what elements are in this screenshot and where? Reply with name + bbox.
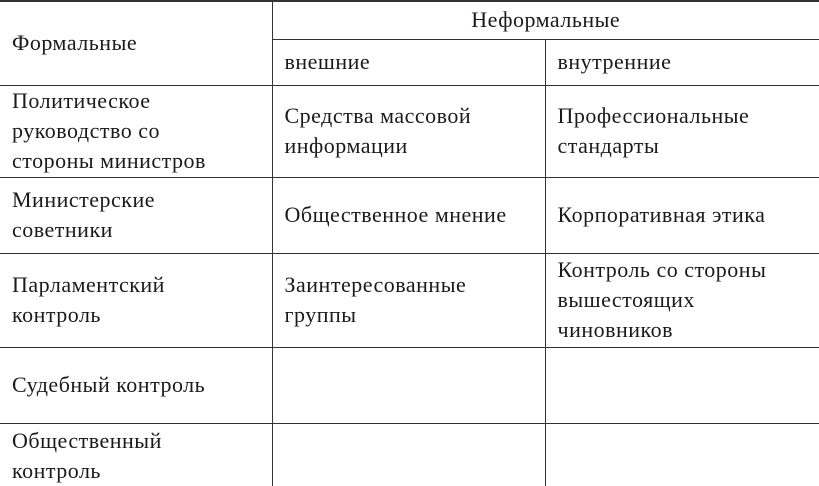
cell-external <box>272 423 545 486</box>
cell-external <box>272 347 545 423</box>
cell-text: Парламентский контроль <box>12 270 272 330</box>
cell-formal <box>0 85 272 177</box>
table-row <box>0 347 819 423</box>
cell-formal <box>0 253 272 347</box>
table-row <box>0 177 819 253</box>
cell-formal <box>0 423 272 486</box>
cell-internal <box>545 347 819 423</box>
cell-external <box>272 85 545 177</box>
cell-text: Корпоративная этика <box>558 200 819 230</box>
cell-text: Судебный контроль <box>12 370 272 400</box>
cell-internal <box>545 85 819 177</box>
cell-text: Общественный контроль <box>12 426 272 486</box>
table-row <box>0 423 819 486</box>
header-external <box>272 39 545 85</box>
cell-text: Средства массовой информации <box>285 101 545 161</box>
table-row <box>0 253 819 347</box>
table-row <box>0 85 819 177</box>
cell-formal <box>0 177 272 253</box>
cell-formal <box>0 347 272 423</box>
header-formal-label: Формальные <box>12 28 272 58</box>
header-internal-label: внутренние <box>558 47 819 77</box>
cell-external <box>272 177 545 253</box>
cell-text: Министерские советники <box>12 185 272 245</box>
cell-text: Общественное мнение <box>285 200 545 230</box>
cell-internal <box>545 423 819 486</box>
header-external-label: внешние <box>285 47 545 77</box>
cell-internal <box>545 253 819 347</box>
header-formal <box>0 1 272 85</box>
cell-external <box>272 253 545 347</box>
cell-internal <box>545 177 819 253</box>
cell-text: Профессиональные стандарты <box>558 101 819 161</box>
header-informal-label: Неформальные <box>273 5 819 35</box>
cell-text: Контроль со стороны вышестоящих чиновников <box>558 255 819 345</box>
header-informal <box>272 1 819 39</box>
cell-text: Политическое руководство со стороны министров <box>12 86 272 176</box>
header-row-1 <box>0 1 819 39</box>
cell-text: Заинтересованные группы <box>285 270 545 330</box>
header-internal <box>545 39 819 85</box>
